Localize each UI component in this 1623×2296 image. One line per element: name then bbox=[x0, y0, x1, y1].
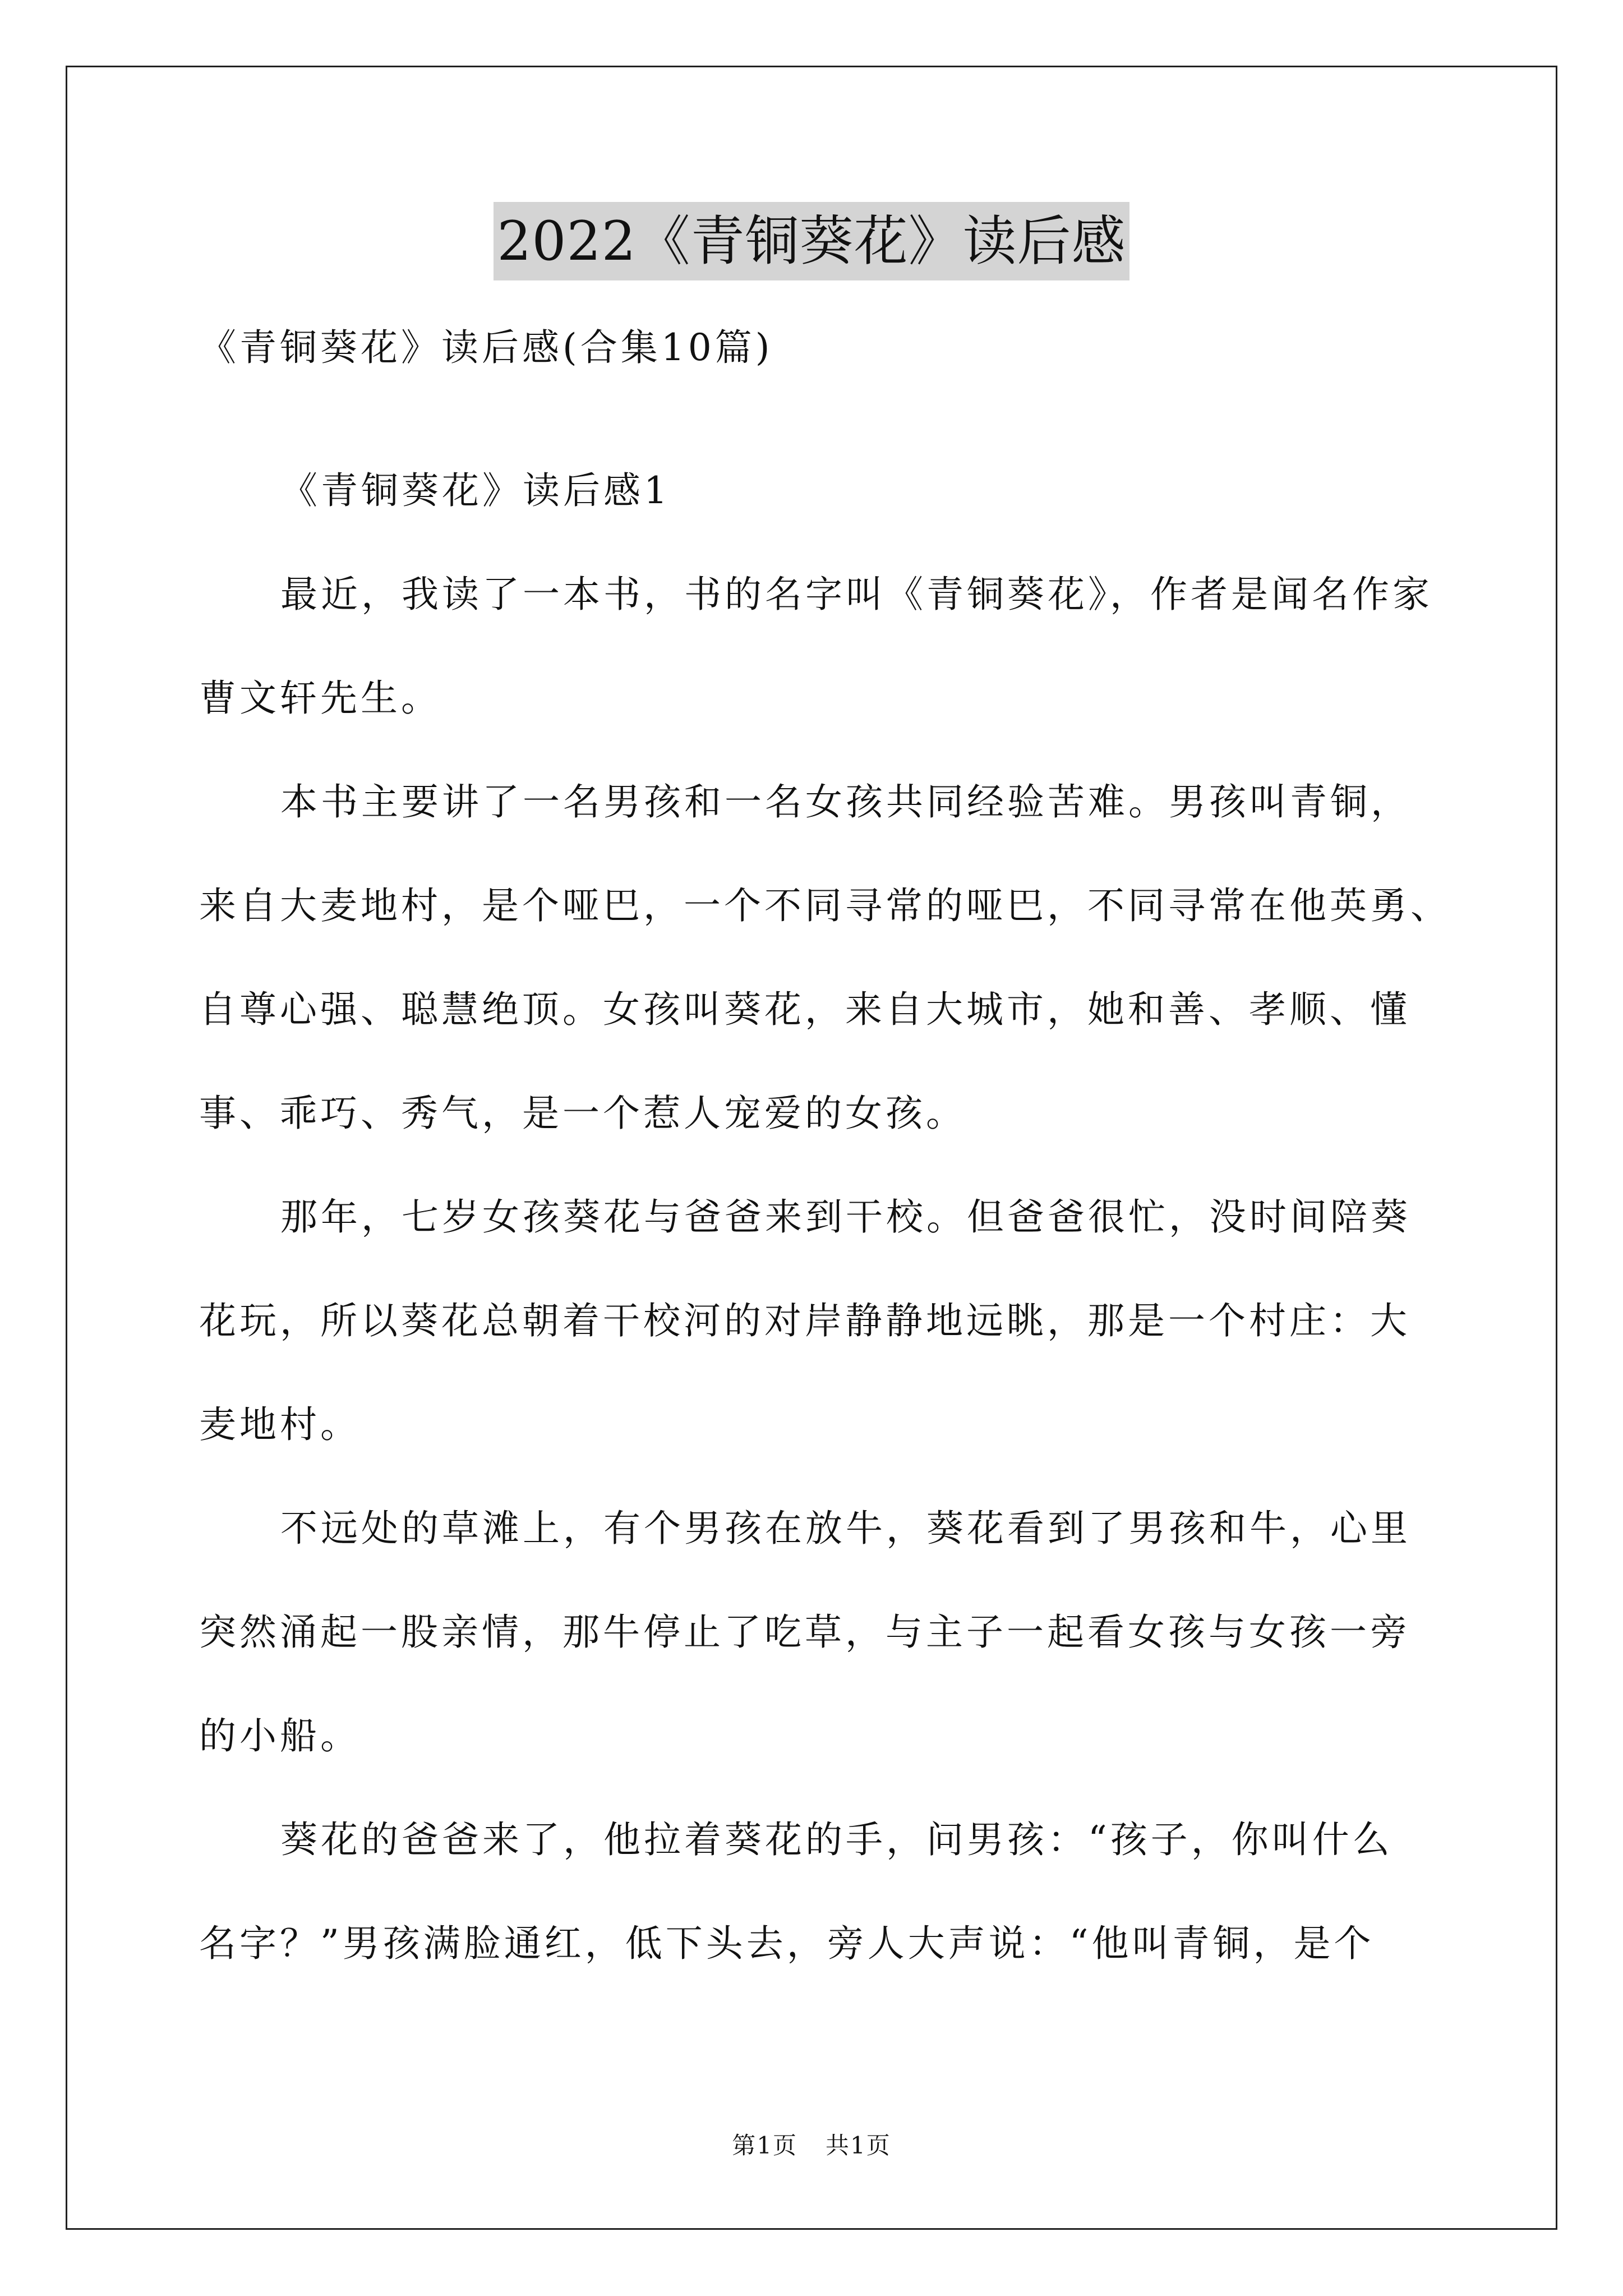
body-line: 来自大麦地村，是个哑巴，一个不同寻常的哑巴，不同寻常在他英勇、 bbox=[199, 884, 1451, 927]
title-container bbox=[0, 202, 1623, 280]
body-line: 曹文轩先生。 bbox=[199, 677, 441, 720]
current-page-label: 第1页 bbox=[732, 2132, 797, 2159]
total-pages-label: 共1页 bbox=[826, 2132, 891, 2159]
body-line: 事、乖巧、秀气，是一个惹人宠爱的女孩。 bbox=[199, 1092, 966, 1135]
body-line: 不远处的草滩上，有个男孩在放牛，葵花看到了男孩和牛，心里 bbox=[280, 1507, 1411, 1550]
document-subtitle: 《青铜葵花》读后感(合集10篇) bbox=[199, 326, 773, 369]
body-line: 花玩，所以葵花总朝着干校河的对岸静静地远眺，那是一个村庄：大 bbox=[199, 1299, 1410, 1342]
page-border bbox=[66, 66, 1557, 2230]
body-line: 最近，我读了一本书，书的名字叫《青铜葵花》，作者是闻名作家 bbox=[280, 573, 1433, 616]
body-line: 突然涌起一股亲情，那牛停止了吃草，与主子一起看女孩与女孩一旁 bbox=[199, 1611, 1410, 1654]
page-footer bbox=[0, 2129, 1623, 2162]
body-line: 自尊心强、聪慧绝顶。女孩叫葵花，来自大城市，她和善、孝顺、懂 bbox=[199, 988, 1410, 1031]
section-heading: 《青铜葵花》读后感1 bbox=[280, 469, 671, 512]
body-line: 葵花的爸爸来了，他拉着葵花的手，问男孩：“孩子，你叫什么 bbox=[280, 1818, 1393, 1861]
body-line: 名字？”男孩满脸通红，低下头去，旁人大声说：“他叫青铜，是个 bbox=[199, 1922, 1375, 1965]
document-title: 2022《青铜葵花》读后感 bbox=[494, 202, 1129, 280]
body-line: 那年，七岁女孩葵花与爸爸来到干校。但爸爸很忙，没时间陪葵 bbox=[280, 1195, 1411, 1239]
body-line: 的小船。 bbox=[199, 1714, 361, 1757]
body-line: 本书主要讲了一名男孩和一名女孩共同经验苦难。男孩叫青铜， bbox=[280, 780, 1411, 823]
body-line: 麦地村。 bbox=[199, 1403, 361, 1446]
